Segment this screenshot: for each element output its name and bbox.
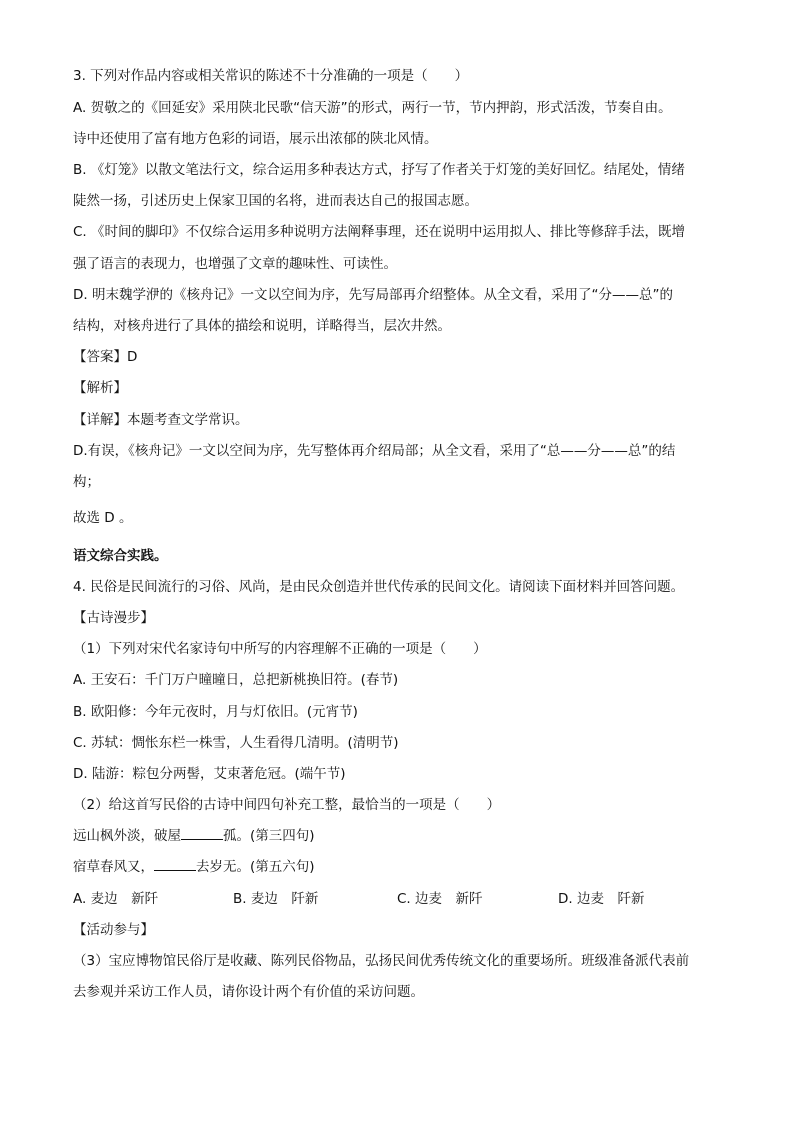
q3-answer: 【答案】D xyxy=(73,349,138,365)
q3-option-c-line1: C. 《时间的脚印》不仅综合运用多种说明方法阐释事理，还在说明中运用拟人、排比等修辞手法，既增 xyxy=(73,224,686,240)
q3-option-a-line1: A. 贺敬之的《回延安》采用陕北民歌“信天游”的形式，两行一节，节内押韵，形式活泼，节奏自由。 xyxy=(73,100,672,116)
q3-option-b-line2: 陡然一扬，引述历史上保家卫国的名将，进而表达自己的报国志愿。 xyxy=(73,193,478,209)
q4-sub2-poem-line1 xyxy=(73,826,315,846)
q4-intro: 4. 民俗是民间流行的习俗、风尚，是由民众创造并世代传承的民间文化。请阅读下面材料并回答问题。 xyxy=(73,579,685,595)
q3-option-b-line1: B. 《灯笼》以散文笔法行文，综合运用多种表达方式，抒写了作者关于灯笼的美好回忆。结尾处，情绪 xyxy=(73,162,685,178)
q4-sub3-question-line1: （3）宝应博物馆民俗厅是收藏、陈列民俗物品，弘扬民间优秀传统文化的重要场所。班级准备派代表前 xyxy=(73,953,690,969)
q4-sub2-poem-line2 xyxy=(73,857,315,877)
q4-sub1-question: （1）下列对宋代名家诗句中所写的内容理解不正确的一项是（ ） xyxy=(73,641,487,657)
q3-option-d-line1: D. 明末魏学洢的《核舟记》一文以空间为序，先写局部再介绍整体。从全文看，采用了“分——总”的 xyxy=(73,287,673,303)
q3-option-d-line2: 结构，对核舟进行了具体的描绘和说明，详略得当，层次井然。 xyxy=(73,318,451,334)
poem-line2-after-blank: 去岁无。(第五六句) xyxy=(196,859,315,875)
section-title: 语文综合实践。 xyxy=(73,548,168,564)
q3-explain-line2: 构； xyxy=(73,474,100,490)
q4-sub2-option-b: B. 麦边 阡新 xyxy=(233,891,319,907)
q3-explain-line1: D.有误，《核舟记》一文以空间为序，先写整体再介绍局部；从全文看，采用了“总——分——总”的结 xyxy=(73,443,676,459)
q4-sub1-option-b: B. 欧阳修：今年元夜时，月与灯依旧。(元宵节) xyxy=(73,704,358,720)
q4-sub1-option-a: A. 王安石：千门万户曈曈日，总把新桃换旧符。(春节) xyxy=(73,672,399,688)
poem-line1-after-blank: 孤。(第三四句) xyxy=(223,828,315,844)
q4-sub3-question-line2: 去参观并采访工作人员，请你设计两个有价值的采访问题。 xyxy=(73,984,424,1000)
q3-stem: 3. 下列对作品内容或相关常识的陈述不十分准确的一项是（ ） xyxy=(73,68,469,84)
poem-line1-before-blank: 远山枫外淡，破屋 xyxy=(73,828,181,844)
q4-sub1-title: 【古诗漫步】 xyxy=(73,610,154,626)
q3-analysis-heading: 【解析】 xyxy=(73,380,127,396)
q3-option-c-line2: 强了语言的表现力，也增强了文章的趣味性、可读性。 xyxy=(73,256,397,272)
q4-sub3-title: 【活动参与】 xyxy=(73,922,154,938)
q4-sub2-question: （2）给这首写民俗的古诗中间四句补充工整，最恰当的一项是（ ） xyxy=(73,797,501,813)
q4-sub2-option-a: A. 麦边 新阡 xyxy=(73,891,159,907)
q4-sub2-option-c: C. 边麦 新阡 xyxy=(397,891,483,907)
q4-sub2-options xyxy=(73,889,644,909)
q4-sub2-option-d: D. 边麦 阡新 xyxy=(558,891,645,907)
poem-blank-2 xyxy=(154,857,196,871)
q3-option-a-line2: 诗中还使用了富有地方色彩的词语，展示出浓郁的陕北风情。 xyxy=(73,131,438,147)
poem-blank-1 xyxy=(181,826,223,840)
q3-conclusion: 故选 D 。 xyxy=(73,510,133,526)
poem-line2-before-blank: 宿草春风又， xyxy=(73,859,154,875)
q4-sub1-option-c: C. 苏轼：惆怅东栏一株雪，人生看得几清明。(清明节) xyxy=(73,735,399,751)
q3-detail: 【详解】本题考查文学常识。 xyxy=(73,412,249,428)
q4-sub1-option-d: D. 陆游：粽包分两髻，艾束著危冠。(端午节) xyxy=(73,766,346,782)
